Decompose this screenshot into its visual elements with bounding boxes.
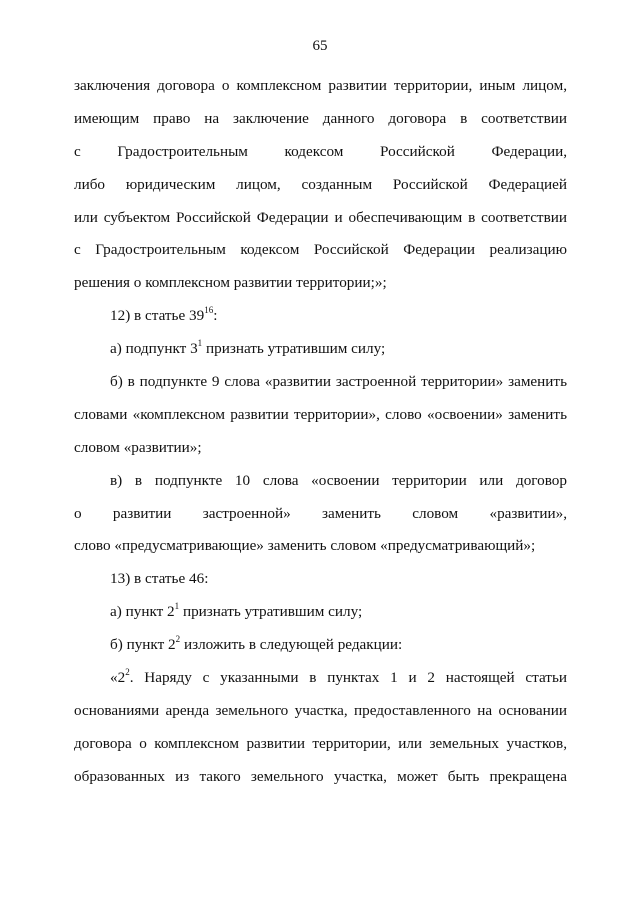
line-tail: изложить в следующей редакции:: [180, 636, 403, 654]
text-line: [74, 333, 567, 366]
text-line: либо юридическим лицом, созданным Российской Федерацией: [74, 175, 567, 193]
text-line: заключения договора о комплексном развитии территории, иным лицом,: [74, 77, 567, 94]
superscript: 1: [197, 338, 203, 349]
page-number: 65: [312, 38, 328, 54]
text-line: имеющим право на заключение данного договора в соответствии: [74, 109, 567, 127]
text-line: с Градостроительным кодексом Российской Федерации реализацию: [74, 241, 567, 259]
text-line: основаниями аренда земельного участка, предоставленного на основании: [74, 701, 567, 719]
text-line: [74, 629, 567, 662]
text-line: о развитии застроенной» заменить словом «развитии»,: [74, 504, 567, 522]
line-text: б) пункт 2: [110, 636, 176, 654]
text-line: 13) в статье 46:: [110, 570, 209, 588]
text-line: словами «комплексном развитии территории», слово «освоении» заменить: [74, 405, 567, 423]
superscript: 2: [175, 634, 181, 645]
line-tail: признать утратившим силу;: [202, 340, 386, 358]
line-text: «2: [110, 669, 126, 687]
text-line: [74, 300, 567, 333]
text-line: или субъектом Российской Федерации и обеспечивающим в соответствии: [74, 208, 567, 226]
text-line: договора о комплексном развитии территории, или земельных участков,: [74, 734, 567, 752]
line-tail: признать утратившим силу;: [179, 603, 363, 621]
text-line: словом «развитии»;: [74, 438, 202, 456]
text-line: в) в подпункте 10 слова «освоении территории или договор: [110, 471, 567, 489]
line-text: 12) в статье 39: [110, 307, 205, 325]
superscript: 16: [204, 305, 214, 316]
superscript: 1: [174, 601, 180, 612]
superscript: 2: [125, 666, 130, 677]
text-line: решения о комплексном развитии территории;»;: [74, 274, 387, 292]
text-line: с Градостроительным кодексом Российской Федерации,: [74, 142, 567, 160]
text-line: [74, 596, 567, 629]
text-line: [74, 662, 567, 695]
line-text: а) подпункт 3: [110, 340, 198, 358]
text-line: слово «предусматривающие» заменить словом «предусматривающий»;: [74, 537, 536, 555]
text-line: б) в подпункте 9 слова «развитии застроенной территории» заменить: [110, 373, 567, 391]
text-line: образованных из такого земельного участка, может быть прекращена: [74, 767, 567, 785]
line-tail: :: [213, 307, 218, 325]
line-tail: . Наряду с указанными в пунктах 1 и 2 настоящей статьи: [129, 669, 567, 687]
line-text: а) пункт 2: [110, 603, 175, 621]
document-body: [74, 70, 567, 794]
